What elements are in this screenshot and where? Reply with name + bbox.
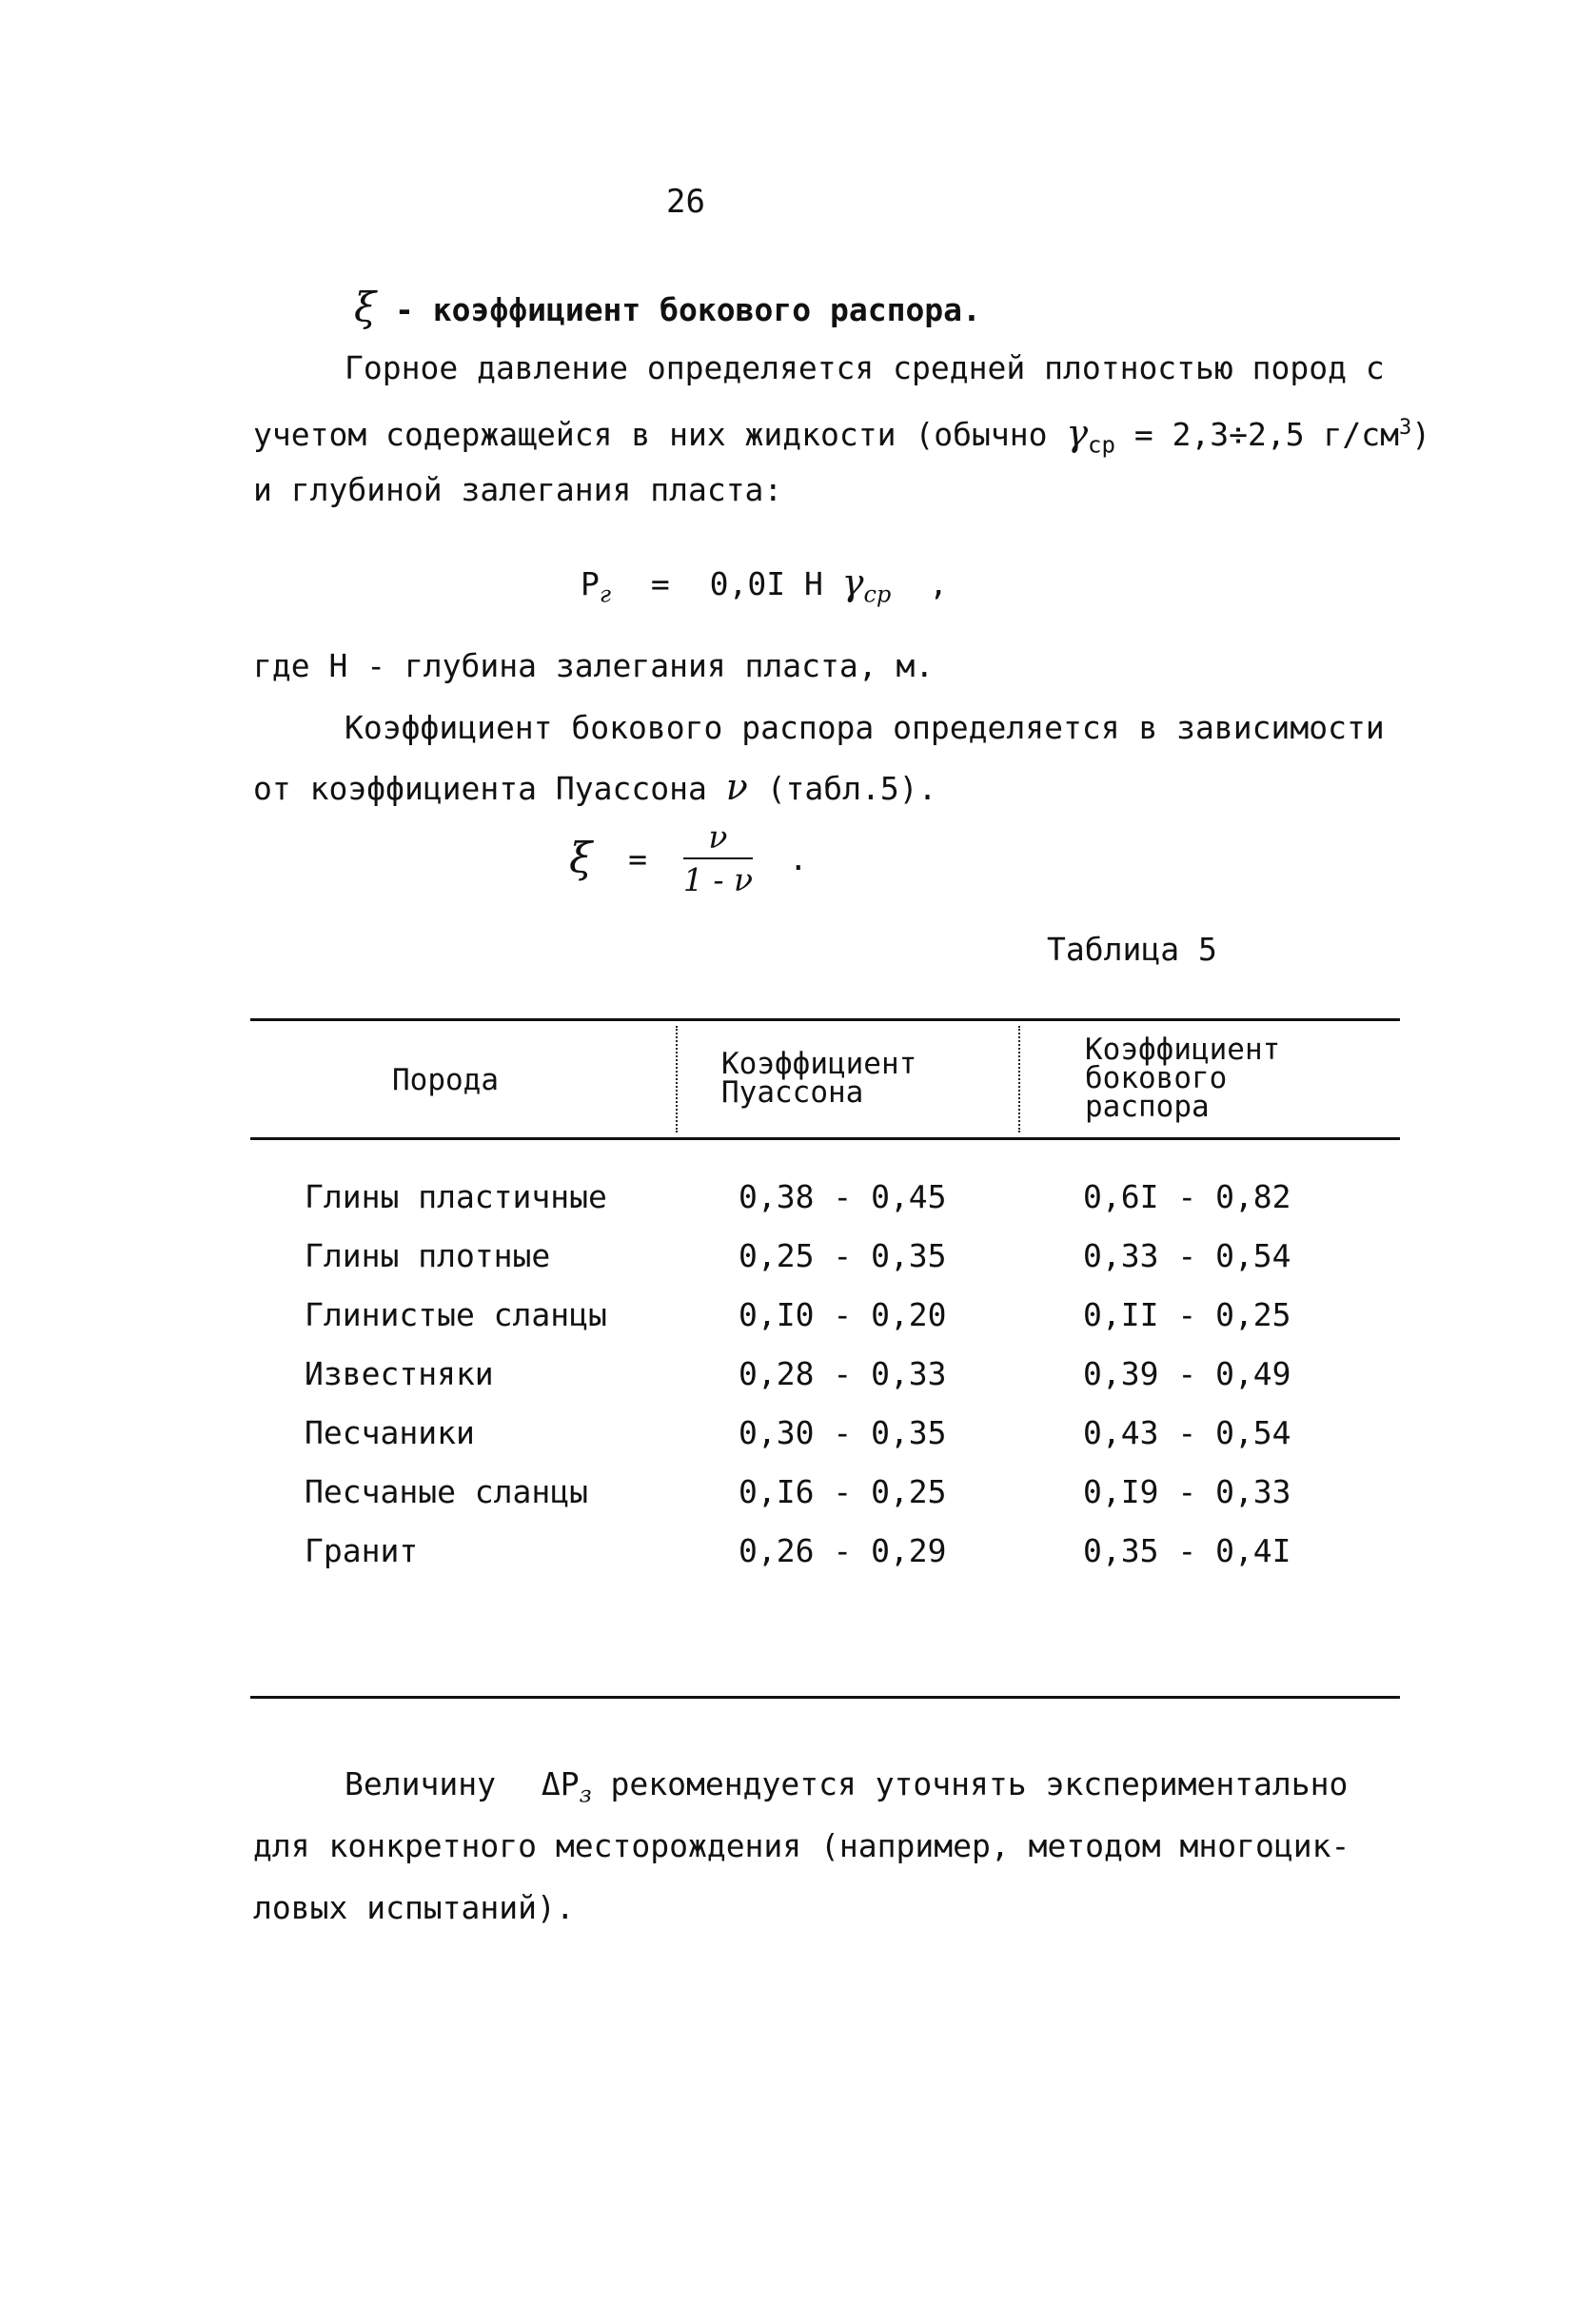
- cubic-exponent: 3: [1398, 416, 1412, 440]
- header-lateral: Коэффициент бокового распора: [1085, 1033, 1281, 1124]
- delta-p-subscript: з: [579, 1781, 592, 1808]
- row-poisson: 0,38 - 0,45: [739, 1178, 947, 1215]
- row-poisson: 0,26 - 0,29: [739, 1532, 947, 1569]
- paragraph-2-line-2-text: от коэффициента Пуассона: [253, 770, 707, 807]
- definition-text: - коэффициент бокового распора.: [395, 291, 981, 328]
- table-header-rule: [250, 1137, 1400, 1140]
- formula-lhs: P: [581, 565, 600, 602]
- table-top-rule: [250, 1018, 1400, 1021]
- row-poisson: 0,25 - 0,35: [739, 1237, 947, 1274]
- formula2-fraction: [683, 818, 753, 898]
- header-separator-1: [676, 1026, 678, 1132]
- row-poisson: 0,30 - 0,35: [739, 1414, 947, 1451]
- table-bottom-rule: [250, 1696, 1400, 1699]
- header-separator-2: [1018, 1026, 1020, 1132]
- row-rock: Песчаники: [305, 1414, 475, 1451]
- close-paren: ): [1411, 416, 1431, 453]
- row-poisson: 0,28 - 0,33: [739, 1355, 947, 1392]
- header-poisson: Коэффициент Пуассона: [721, 1047, 917, 1110]
- paragraph-1-line-2-text: учетом содержащейся в них жидкости (обычно: [253, 416, 1048, 453]
- paragraph-1-line-3: и глубиной залегания пласта:: [253, 471, 783, 508]
- formula-pressure: [581, 561, 948, 608]
- paragraph-1-line-1: Горное давление определяется средней плотностью пород с: [345, 349, 1385, 386]
- formula-gamma-subscript: ср: [863, 581, 892, 608]
- paragraph-1-line-2: [253, 412, 1430, 459]
- row-rock: Глины пластичные: [305, 1178, 607, 1215]
- row-lateral: 0,6I - 0,82: [1083, 1178, 1291, 1215]
- row-rock: Песчаные сланцы: [305, 1473, 589, 1510]
- formula-gamma: γ: [841, 561, 864, 603]
- paragraph-3-line-2: для конкретного месторождения (например, методом многоцик-: [253, 1827, 1350, 1864]
- formula-equals: =: [650, 565, 670, 602]
- formula2-lhs: ξ: [569, 834, 593, 883]
- density-range: = 2,3÷2,5 г/см: [1133, 416, 1399, 453]
- nu-symbol: ν: [725, 766, 748, 808]
- formula2-denominator: 1 - ν: [682, 861, 754, 898]
- gamma-subscript: ср: [1088, 431, 1115, 459]
- formula2-period: .: [788, 839, 808, 877]
- delta-p-symbol: ΔP: [541, 1765, 580, 1802]
- row-lateral: 0,33 - 0,54: [1083, 1237, 1291, 1274]
- paragraph-2-line-2: [253, 766, 937, 808]
- row-lateral: 0,39 - 0,49: [1083, 1355, 1291, 1392]
- formula-comma: ,: [929, 565, 949, 602]
- row-rock: Глины плотные: [305, 1237, 551, 1274]
- row-lateral: 0,35 - 0,4I: [1083, 1532, 1291, 1569]
- paragraph-2-table-ref: (табл.5).: [766, 770, 937, 807]
- definition-line: [354, 284, 981, 330]
- row-poisson: 0,I6 - 0,25: [739, 1473, 947, 1510]
- formula2-equals: =: [628, 839, 647, 877]
- formula-rhs: 0,0I Н: [709, 565, 823, 602]
- formula-ratio: [569, 818, 808, 898]
- paragraph-3-line-1-text: рекомендуется уточнять экспериментально: [610, 1765, 1349, 1802]
- xi-symbol: ξ: [354, 284, 377, 330]
- row-lateral: 0,43 - 0,54: [1083, 1414, 1291, 1451]
- table-title: Таблица 5: [1047, 931, 1217, 968]
- paragraph-3-lead: Величину: [345, 1765, 496, 1802]
- formula-lhs-subscript: г: [599, 581, 612, 608]
- page-number: 26: [666, 183, 705, 221]
- header-rock: Порода: [392, 1063, 499, 1097]
- paragraph-3-line-3: ловых испытаний).: [253, 1889, 575, 1926]
- row-rock: Гранит: [305, 1532, 419, 1569]
- row-poisson: 0,I0 - 0,20: [739, 1296, 947, 1333]
- paragraph-2-line-1: Коэффициент бокового распора определяется в зависимости: [345, 709, 1385, 746]
- where-line: где Н - глубина залегания пласта, м.: [253, 647, 935, 684]
- gamma-symbol: γ: [1066, 412, 1089, 454]
- row-rock: Известняки: [305, 1355, 494, 1392]
- row-lateral: 0,II - 0,25: [1083, 1296, 1291, 1333]
- row-rock: Глинистые сланцы: [305, 1296, 607, 1333]
- row-lateral: 0,I9 - 0,33: [1083, 1473, 1291, 1510]
- paragraph-3-line-1: [345, 1765, 1348, 1808]
- formula2-numerator: ν: [683, 818, 753, 859]
